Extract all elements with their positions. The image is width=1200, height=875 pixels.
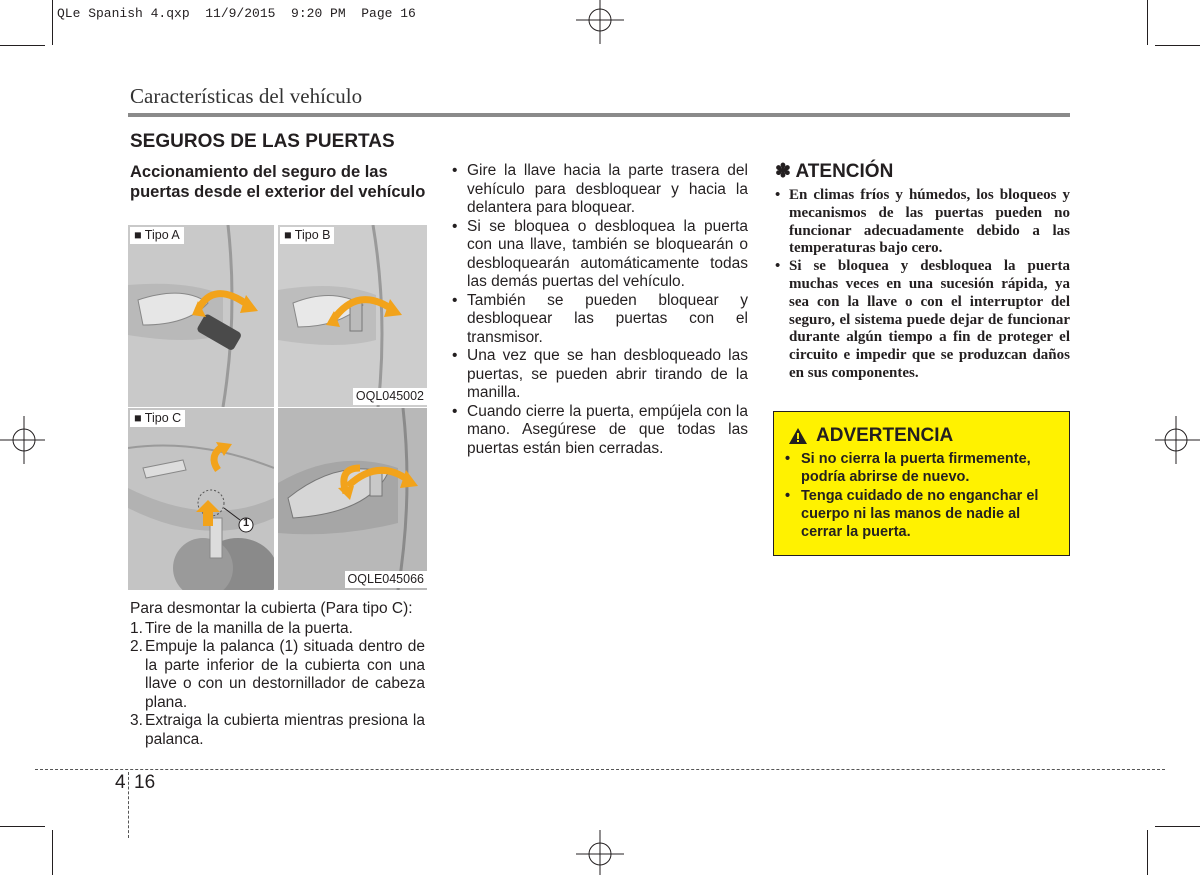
list-item: 1. Tire de la manilla de la puerta. <box>130 619 353 637</box>
figure-label: ■ Tipo C <box>130 410 185 427</box>
header-rule <box>128 113 1070 117</box>
figure-type-b <box>278 225 427 407</box>
registration-mark-bottom <box>570 830 630 875</box>
figure-type-c <box>128 408 274 590</box>
chapter-number: 4 <box>115 772 126 793</box>
caution-title: ✽ ATENCIÓN <box>775 161 894 182</box>
section-title: SEGUROS DE LAS PUERTAS <box>130 131 395 152</box>
caution-list <box>775 187 1070 383</box>
crop-mark <box>52 0 53 45</box>
warning-triangle-icon <box>788 427 808 445</box>
list-item: • Si se bloquea y desbloquea la puerta muchas veces en una sucesión rápida, ya sea con la llave o con el interruptor del seguro, el sistema puede dejar de funcionar durante algún tiempo a fin de proteger el circuito e impedir que se produzcan daños en sus componentes. <box>775 258 1070 383</box>
figure-label: ■ Tipo A <box>130 227 184 244</box>
list-item: • Gire la llave hacia la parte trasera del vehículo para desbloquear y hacia la delantera para bloquear. <box>452 162 748 218</box>
figure-code: OQLE045066 <box>345 571 427 588</box>
door-handle-key-illustration <box>128 225 274 407</box>
list-item: • Tenga cuidado de no enganchar el cuerpo ni las manos de nadie al cerrar la puerta. <box>785 487 1061 541</box>
warning-heading <box>788 425 953 447</box>
subsection-heading: Accionamiento del seguro de las puertas desde el exterior del vehículo <box>130 163 426 201</box>
running-head: Características del vehículo <box>130 84 363 108</box>
list-item: • Cuando cierre la puerta, empújela con la mano. Asegúrese de que todas las puertas están bien cerradas. <box>452 403 748 459</box>
crop-mark <box>1147 830 1148 875</box>
list-item: 3. Extraiga la cubierta mientras presiona la palanca. <box>130 712 425 748</box>
warning-box <box>773 411 1070 556</box>
footer-rule <box>35 769 1165 770</box>
lock-operation-list <box>452 162 748 458</box>
figure-type-d <box>278 408 427 590</box>
crop-mark <box>1155 826 1200 827</box>
warning-title: ADVERTENCIA <box>816 425 954 446</box>
door-handle-cover-illustration <box>128 408 274 590</box>
removal-steps <box>130 620 425 750</box>
door-handle-key-illustration <box>278 408 427 590</box>
list-item: • En climas fríos y húmedos, los bloqueos y mecanismos de las puertas pueden no funcionar adecuadamente debido a las temperaturas bajo cero. <box>775 187 1070 258</box>
registration-mark-left <box>0 410 45 470</box>
door-handle-key-illustration <box>278 225 427 407</box>
crop-mark <box>0 45 45 46</box>
page-number: 16 <box>134 772 156 793</box>
callout-number: 1 <box>242 517 250 529</box>
list-item: • Si no cierra la puerta firmemente, podría abrirse de nuevo. <box>785 450 1061 486</box>
figure-code: OQL045002 <box>353 388 427 405</box>
crop-mark <box>52 830 53 875</box>
figure-label: ■ Tipo B <box>280 227 334 244</box>
registration-mark-top <box>570 0 630 45</box>
registration-mark-right <box>1155 410 1200 470</box>
figure-type-a <box>128 225 274 407</box>
removal-instructions <box>130 600 425 749</box>
removal-intro: Para desmontar la cubierta (Para tipo C): <box>130 600 413 617</box>
crop-mark <box>1155 45 1200 46</box>
crop-mark <box>0 826 45 827</box>
list-item: 2. Empuje la palanca (1) situada dentro de la parte inferior de la cubierta con una llave o con un destornillador de cabeza plana. <box>130 638 425 711</box>
list-item: • Si se bloquea o desbloquea la puerta con una llave, también se bloquearán o desbloquearán automáticamente todas las demás puertas del vehículo. <box>452 218 748 292</box>
warning-list <box>785 450 1061 541</box>
crop-mark <box>1147 0 1148 45</box>
footer-separator <box>128 772 129 838</box>
print-slug: QLe Spanish 4.qxp 11/9/2015 9:20 PM Page 16 <box>57 6 416 21</box>
list-item: • Una vez que se han desbloqueado las puertas, se pueden abrir tirando de la manilla. <box>452 347 748 403</box>
list-item: • También se pueden bloquear y desbloquear las puertas con el transmisor. <box>452 292 748 348</box>
